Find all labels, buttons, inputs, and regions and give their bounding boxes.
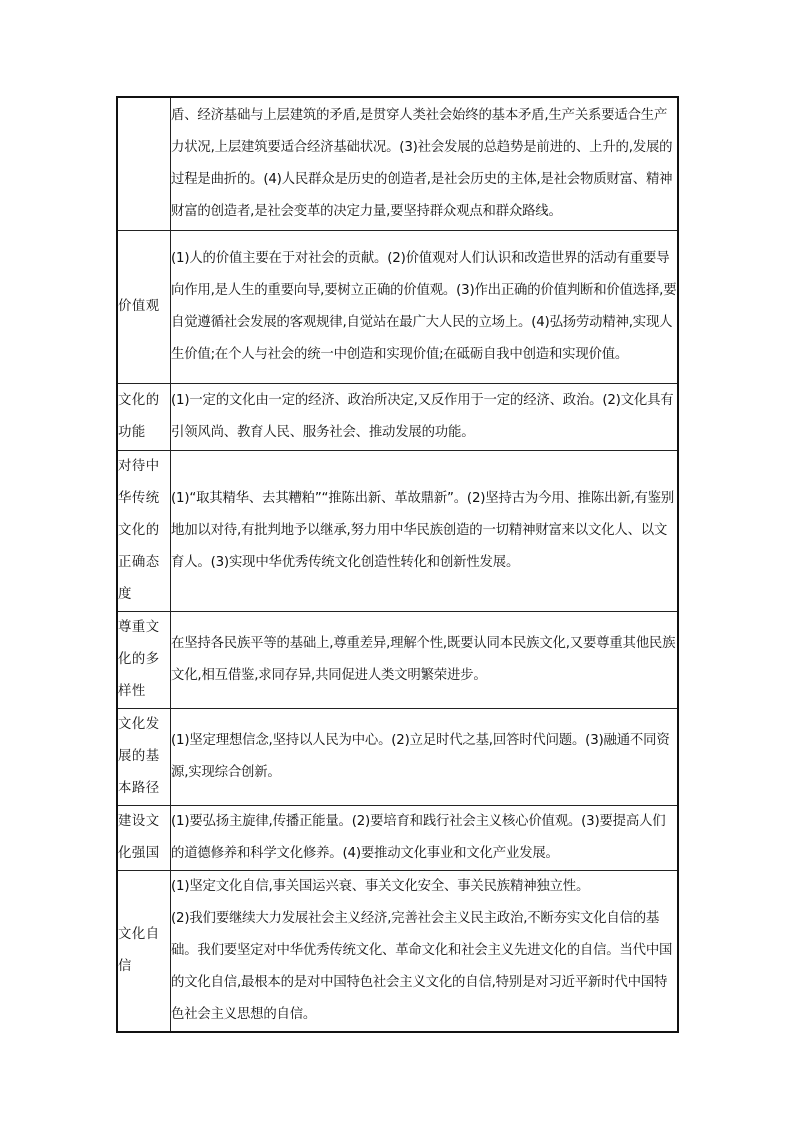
table-row [117, 231, 678, 384]
content-paragraph: (1)“取其精华、去其糟粕”“推陈出新、革故鼎新”。(2)坚持古为今用、推陈出新,有鉴别地加以对待,有批判地予以继承,努力用中华民族创造的一切精神财富来以文化人、以文育人。(3)实现中华优秀传统文化创造性转化和创新性发展。 [171, 491, 675, 570]
row-label: 尊重文化的多样性 [117, 612, 171, 709]
row-label: 文化自信 [117, 871, 171, 1033]
content-paragraph: 盾、经济基础与上层建筑的矛盾,是贯穿人类社会始终的基本矛盾,生产关系要适合生产力状况,上层建筑要适合经济基础状况。(3)社会发展的总趋势是前进的、上升的,发展的过程是曲折的。(4)人民群众是历史的创造者,是社会历史的主体,是社会物质财富、精神财富的创造者,是社会变革的决定力量,要坚持群众观点和群众路线。 [171, 108, 673, 219]
row-label: 建设文化强国 [117, 806, 171, 871]
content-paragraph: (1)坚定文化自信,事关国运兴衰、事关文化安全、事关民族精神独立性。 [171, 879, 590, 894]
table-row [117, 384, 678, 451]
content-paragraph: (1)人的价值主要在于对社会的贡献。(2)价值观对人们认识和改造世界的活动有重要导向作用,是人生的重要向导,要树立正确的价值观。(3)作出正确的价值判断和价值选择,要自觉遵循社会发展的客观规律,自觉站在最广大人民的立场上。(4)弘扬劳动精神,实现人生价值;在个人与社会的统一中创造和实现价值;在砥砺自我中创造和实现价值。 [171, 251, 677, 362]
table-row [117, 97, 678, 231]
row-content [171, 806, 679, 871]
row-content [171, 231, 679, 384]
content-paragraph: (1)坚定理想信念,坚持以人民为中心。(2)立足时代之基,回答时代问题。(3)融通不同资源,实现综合创新。 [171, 733, 670, 780]
table-row [117, 612, 678, 709]
row-content [171, 97, 679, 231]
row-content [171, 384, 679, 451]
content-paragraph: (2)我们要继续大力发展社会主义经济,完善社会主义民主政治,不断夯实文化自信的基础。我们要坚定对中华优秀传统文化、革命文化和社会主义先进文化的自信。当代中国的文化自信,最根本的是对中国特色社会主义文化的自信,特别是对习近平新时代中国特色社会主义思想的自信。 [171, 911, 673, 1022]
row-label: 文化发展的基本路径 [117, 709, 171, 806]
row-label: 价值观 [117, 231, 171, 384]
row-content [171, 871, 679, 1033]
row-content [171, 709, 679, 806]
table-row [117, 806, 678, 871]
row-content [171, 612, 679, 709]
row-label: 文化的功能 [117, 384, 171, 451]
content-paragraph: (1)要弘扬主旋律,传播正能量。(2)要培育和践行社会主义核心价值观。(3)要提高人们的道德修养和科学文化修养。(4)要推动文化事业和文化产业发展。 [171, 814, 666, 861]
table-row [117, 451, 678, 612]
content-paragraph: (1)一定的文化由一定的经济、政治所决定,又反作用于一定的经济、政治。(2)文化具有引领风尚、教育人民、服务社会、推动发展的功能。 [171, 393, 674, 440]
table-row [117, 709, 678, 806]
row-content [171, 451, 679, 612]
content-paragraph: 在坚持各民族平等的基础上,尊重差异,理解个性,既要认同本民族文化,又要尊重其他民族文化,相互借鉴,求同存异,共同促进人类文明繁荣进步。 [171, 636, 676, 683]
knowledge-summary-table [116, 96, 679, 1033]
row-label [117, 97, 171, 231]
table-row [117, 871, 678, 1033]
row-label: 对待中华传统文化的正确态度 [117, 451, 171, 612]
